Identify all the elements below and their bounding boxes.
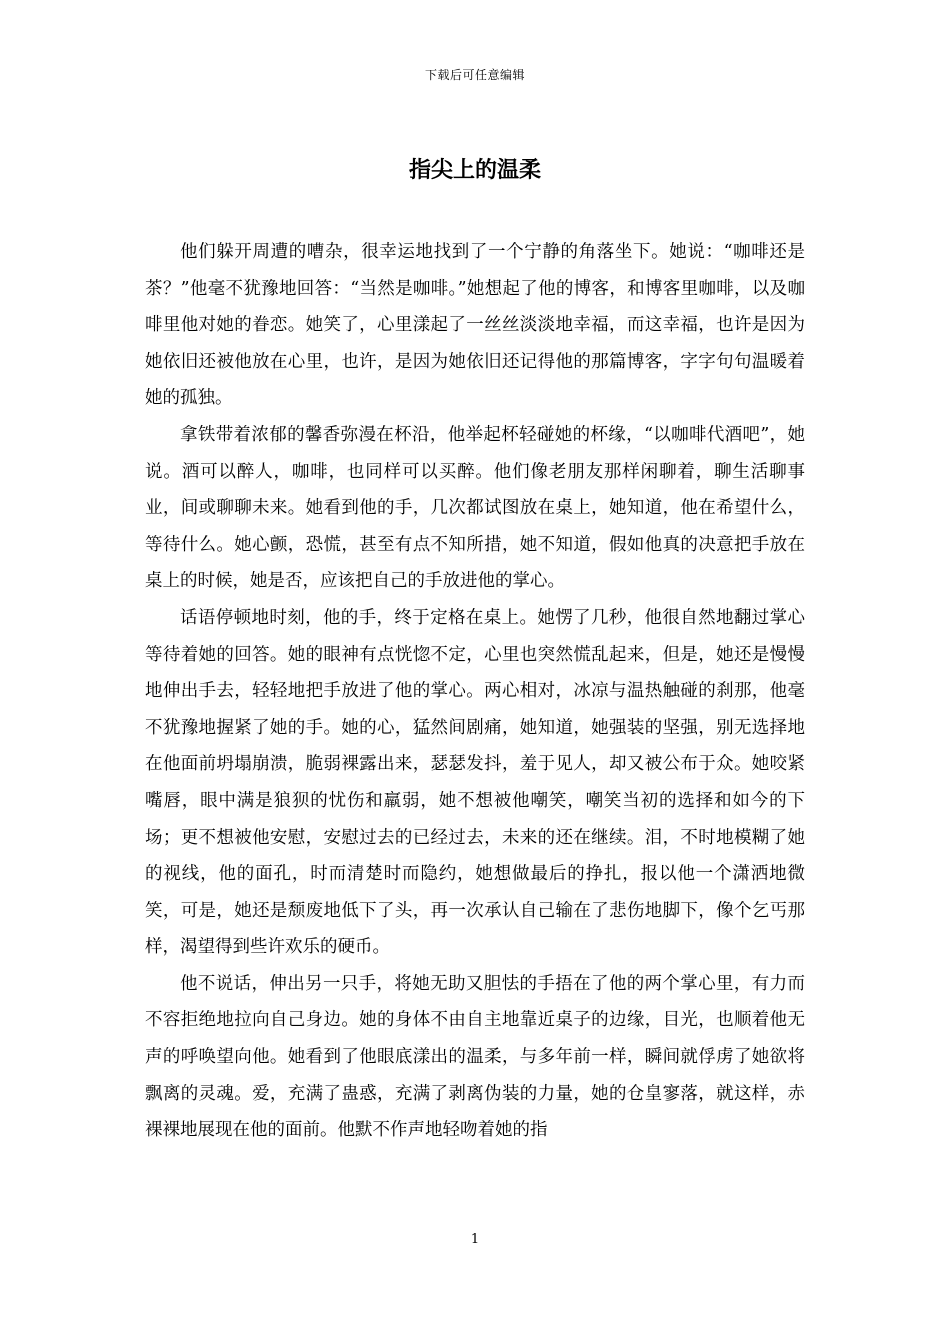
article-body [145,234,805,1149]
paragraph-3: 话语停顿地时刻，他的手，终于定格在桌上。她愣了几秒，他很自然地翻过掌心等待着她的回答。她的眼神有点恍惚不定，心里也突然慌乱起来，但是，她还是慢慢地伸出手去，轻轻地把手放进了他的掌心。两心相对，冰凉与温热触碰的刹那，他毫不犹豫地握紧了她的手。她的心，猛然间剧痛，她知道，她强装的坚强，别无选择地在他面前坍塌崩溃，脆弱裸露出来，瑟瑟发抖，羞于见人，却又被公布于众。她咬紧嘴唇，眼中满是狼狈的忧伤和羸弱，她不想被他嘲笑，嘲笑当初的选择和如今的下场；更不想被他安慰，安慰过去的已经过去，未来的还在继续。泪，不时地模糊了她的视线，他的面孔，时而清楚时而隐约，她想做最后的挣扎，报以他一个潇洒地微笑，可是，她还是颓废地低下了头，再一次承认自己输在了悲伤地脚下，像个乞丐那样，渴望得到些许欢乐的硬币。 [145,607,805,958]
page-number: 1 [470,1232,480,1247]
paragraph-4: 他不说话，伸出另一只手，将她无助又胆怯的手捂在了他的两个掌心里，有力而不容拒绝地拉向自己身边。她的身体不由自主地靠近桌子的边缘，目光，也顺着他无声的呼唤望向他。她看到了他眼底漾出的温柔，与多年前一样，瞬间就俘虏了她欲将飘离的灵魂。爱，充满了蛊惑，充满了剥离伪装的力量，她的仓皇寥落，就这样，赤裸裸地展现在他的面前。他默不作声地轻吻着她的指 [145,973,805,1141]
page-header-note: 下载后可任意编辑 [424,68,525,82]
paragraph-1: 他们躲开周遭的嘈杂，很幸运地找到了一个宁静的角落坐下。她说：“咖啡还是茶？”他毫不犹豫地回答：“当然是咖啡。”她想起了他的博客，和博客里咖啡，以及咖啡里他对她的眷恋。她笑了，心里漾起了一丝丝淡淡地幸福，而这幸福，也许是因为她依旧还被他放在心里，也许，是因为她依旧还记得他的那篇博客，字字句句温暖着她的孤独。 [145,242,805,409]
paragraph-2: 拿铁带着浓郁的馨香弥漫在杯沿，他举起杯轻碰她的杯缘，“以咖啡代酒吧”，她说。酒可以醉人，咖啡，也同样可以买醉。他们像老朋友那样闲聊着，聊生活聊事业，间或聊聊未来。她看到他的手，几次都试图放在桌上，她知道，他在希望什么，等待什么。她心颤，恐慌，甚至有点不知所措，她不知道，假如他真的决意把手放在桌上的时候，她是否，应该把自己的手放进他的掌心。 [145,424,805,592]
page-title: 指尖上的温柔 [408,158,541,183]
